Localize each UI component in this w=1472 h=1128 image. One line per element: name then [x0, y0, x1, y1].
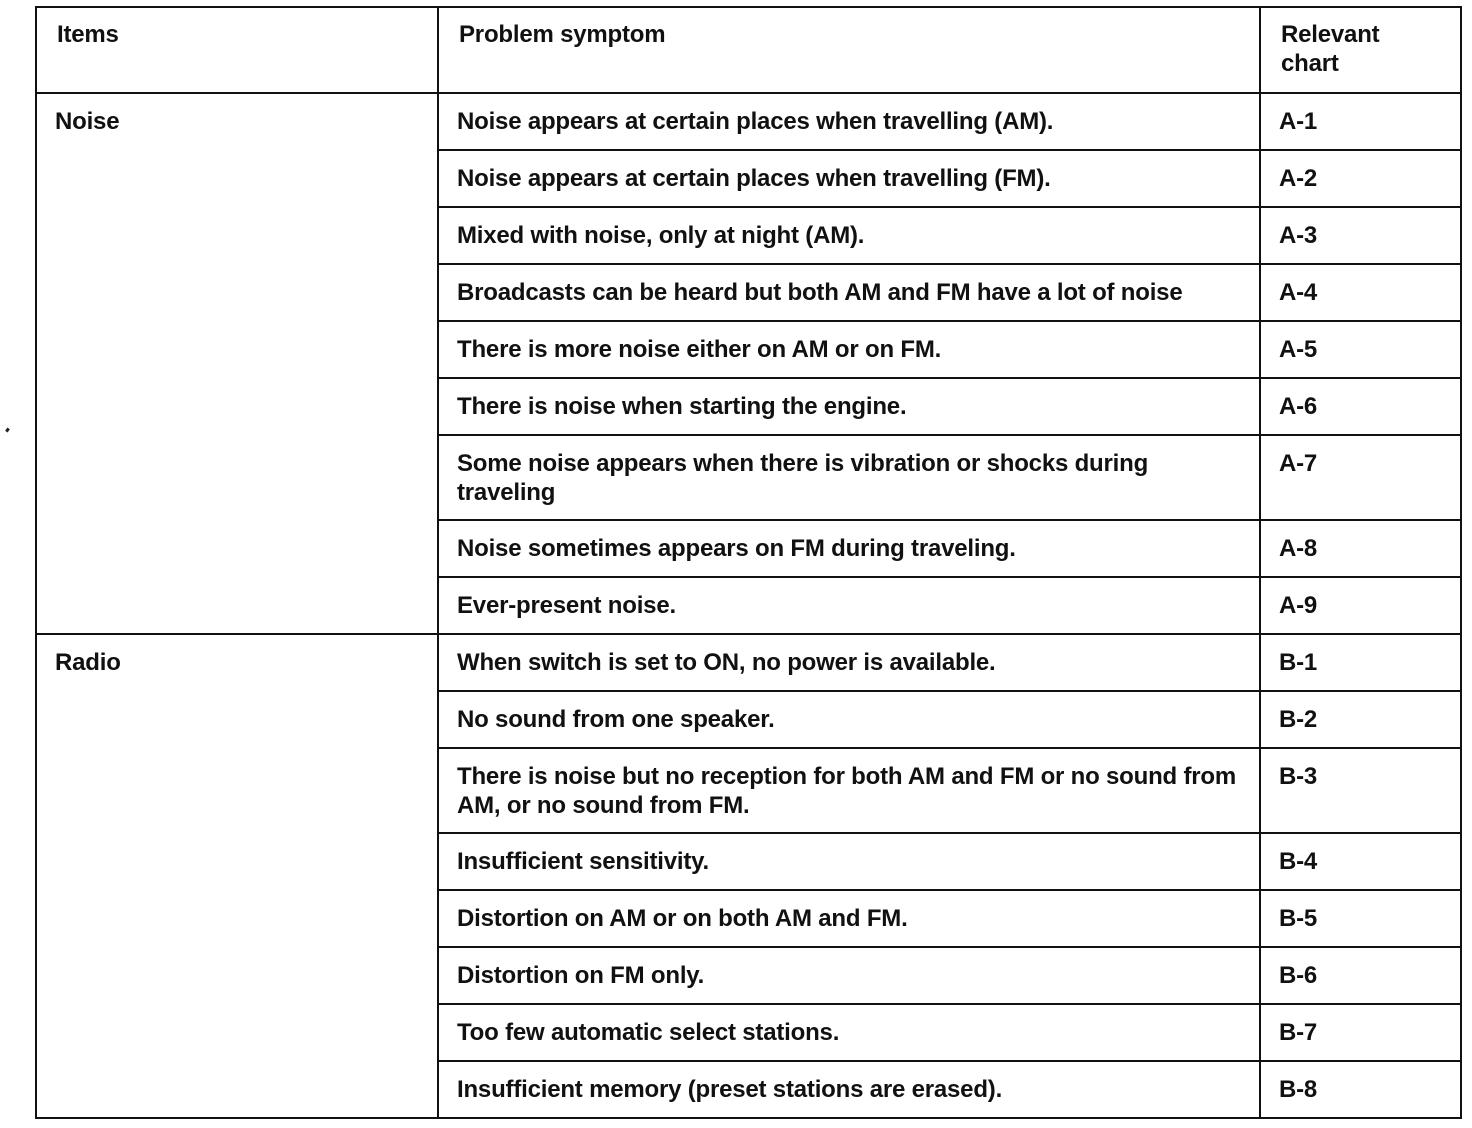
chart-ref: B-5 — [1279, 905, 1318, 932]
symptom-cell — [438, 947, 1260, 1004]
symptom-cell — [438, 150, 1260, 207]
symptom-text: There is noise when starting the engine. — [457, 393, 907, 420]
header-problem-symptom: Problem symptom — [438, 7, 1260, 93]
item-cell — [36, 93, 438, 634]
symptom-text: No sound from one speaker. — [457, 706, 775, 733]
troubleshooting-table — [35, 6, 1462, 1119]
chart-cell — [1260, 947, 1461, 1004]
chart-cell — [1260, 150, 1461, 207]
chart-cell — [1260, 577, 1461, 634]
chart-cell — [1260, 93, 1461, 150]
symptom-text: Broadcasts can be heard but both AM and FM have a lot of noise — [457, 279, 1183, 306]
chart-ref: A-3 — [1279, 222, 1318, 249]
item-label: Noise — [55, 108, 120, 135]
chart-ref: A-1 — [1279, 108, 1318, 135]
symptom-cell — [438, 634, 1260, 691]
symptom-text: Insufficient sensitivity. — [457, 848, 709, 875]
symptom-text: Mixed with noise, only at night (AM). — [457, 222, 865, 249]
symptom-text: There is noise but no reception for both AM and FM or no sound from AM, or no sound from FM. — [457, 763, 1237, 819]
header-row — [36, 7, 1461, 93]
symptom-text: Too few automatic select stations. — [457, 1019, 840, 1046]
symptom-cell — [438, 1004, 1260, 1061]
symptom-cell — [438, 833, 1260, 890]
chart-cell — [1260, 833, 1461, 890]
chart-ref: A-2 — [1279, 165, 1318, 192]
symptom-cell — [438, 1061, 1260, 1118]
chart-ref: B-7 — [1279, 1019, 1318, 1046]
symptom-text: Ever-present noise. — [457, 592, 676, 619]
chart-cell — [1260, 435, 1461, 520]
symptom-text: Noise appears at certain places when travelling (AM). — [457, 108, 1054, 135]
symptom-text: Insufficient memory (preset stations are erased). — [457, 1076, 1003, 1103]
chart-ref: A-6 — [1279, 393, 1318, 420]
chart-ref: A-9 — [1279, 592, 1318, 619]
chart-cell — [1260, 321, 1461, 378]
chart-ref: B-2 — [1279, 706, 1318, 733]
symptom-text: Noise sometimes appears on FM during traveling. — [457, 535, 1016, 562]
symptom-cell — [438, 93, 1260, 150]
chart-ref: A-8 — [1279, 535, 1318, 562]
chart-ref: B-1 — [1279, 649, 1318, 676]
stray-mark — [5, 428, 10, 433]
item-cell — [36, 634, 438, 1118]
table-row — [36, 93, 1461, 150]
symptom-cell — [438, 207, 1260, 264]
symptom-text: Distortion on AM or on both AM and FM. — [457, 905, 908, 932]
chart-cell — [1260, 1061, 1461, 1118]
chart-cell — [1260, 264, 1461, 321]
chart-ref: B-4 — [1279, 848, 1318, 875]
chart-cell — [1260, 691, 1461, 748]
symptom-cell — [438, 321, 1260, 378]
chart-cell — [1260, 890, 1461, 947]
header-items: Items — [36, 7, 438, 93]
symptom-text: Distortion on FM only. — [457, 962, 705, 989]
symptom-text: When switch is set to ON, no power is available. — [457, 649, 996, 676]
chart-cell — [1260, 634, 1461, 691]
chart-cell — [1260, 378, 1461, 435]
chart-cell — [1260, 207, 1461, 264]
table-row — [36, 634, 1461, 691]
chart-ref: B-6 — [1279, 962, 1318, 989]
symptom-text: There is more noise either on AM or on FM. — [457, 336, 942, 363]
chart-ref: A-7 — [1279, 450, 1318, 477]
chart-cell — [1260, 748, 1461, 833]
chart-ref: A-4 — [1279, 279, 1318, 306]
chart-ref: B-3 — [1279, 763, 1318, 790]
symptom-cell — [438, 890, 1260, 947]
chart-cell — [1260, 520, 1461, 577]
symptom-cell — [438, 691, 1260, 748]
chart-cell — [1260, 1004, 1461, 1061]
symptom-cell — [438, 520, 1260, 577]
symptom-text: Noise appears at certain places when travelling (FM). — [457, 165, 1051, 192]
header-relevant-chart: Relevant chart — [1260, 7, 1461, 93]
symptom-cell — [438, 748, 1260, 833]
chart-ref: A-5 — [1279, 336, 1318, 363]
table-body — [36, 93, 1461, 1118]
symptom-cell — [438, 264, 1260, 321]
symptom-cell — [438, 378, 1260, 435]
symptom-text: Some noise appears when there is vibration or shocks during traveling — [457, 450, 1149, 506]
item-label: Radio — [55, 649, 121, 676]
chart-ref: B-8 — [1279, 1076, 1318, 1103]
symptom-cell — [438, 577, 1260, 634]
symptom-cell — [438, 435, 1260, 520]
